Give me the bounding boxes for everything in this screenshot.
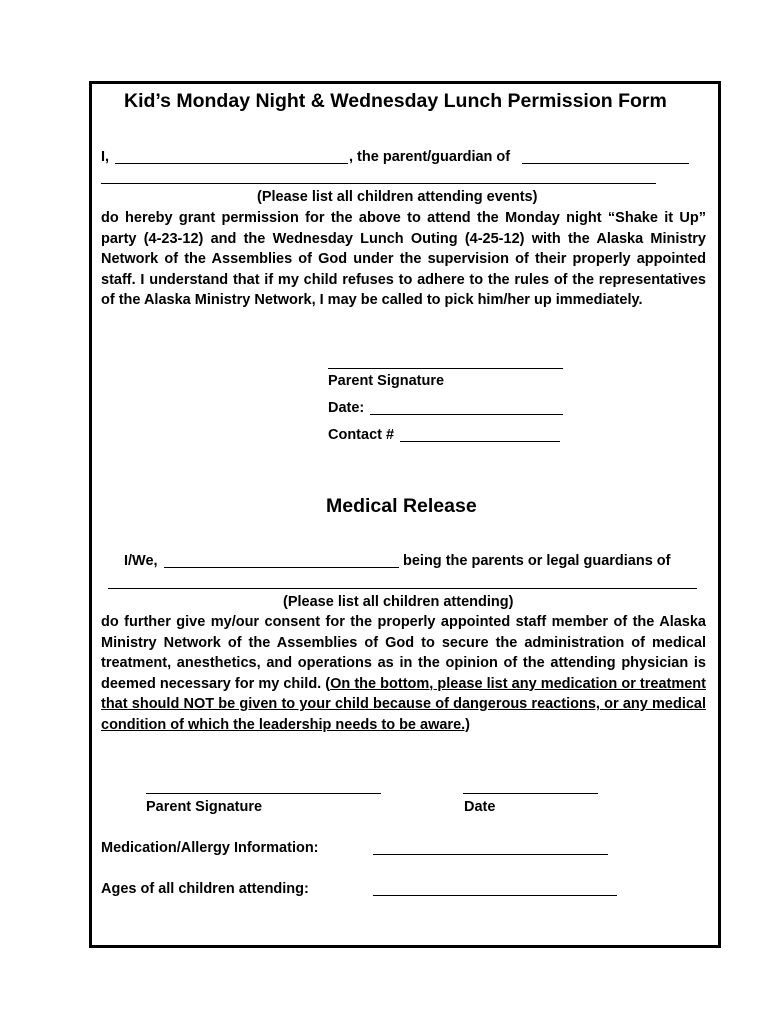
form-title: Kid’s Monday Night & Wednesday Lunch Permission Form bbox=[124, 90, 667, 112]
medication-label: Medication/Allergy Information: bbox=[101, 840, 319, 856]
parent-name-field[interactable] bbox=[115, 163, 348, 164]
parent-guardian-of-label: , the parent/guardian of bbox=[349, 149, 511, 165]
being-parents-label: being the parents or legal guardians of bbox=[403, 553, 671, 569]
contact-field[interactable] bbox=[400, 441, 560, 442]
children-name-field-1[interactable] bbox=[522, 163, 689, 164]
medical-parent-signature-field[interactable] bbox=[146, 793, 381, 794]
contact-label: Contact # bbox=[328, 427, 395, 443]
parent-signature-label: Parent Signature bbox=[328, 373, 445, 389]
medical-release-heading: Medical Release bbox=[326, 495, 477, 517]
ages-label: Ages of all children attending: bbox=[101, 881, 309, 897]
intro-i-label: I, bbox=[101, 149, 110, 165]
medication-field[interactable] bbox=[373, 854, 608, 855]
medical-children-field[interactable] bbox=[108, 588, 697, 589]
date-label: Date: bbox=[328, 400, 365, 416]
permission-paragraph: do hereby grant permission for the above to attend the Monday night “Shake it Up” party (4-23-12) and the Wednesday Lunch Outing (4-25-12) with the Alaska Ministry Network of the Assemblies of God under the supervision of their properly appointed staff. I understand that if my child refuses to adhere to the rules of the representatives of the Alaska Ministry Network, I may be called to pick him/her up immediately. bbox=[101, 210, 706, 308]
medical-paragraph-underlined: On the bottom, please list any medication or treatment that should NOT be given to your child because of dangerous reactions, or any medical condition of which the leadership needs to be aware.) bbox=[101, 675, 706, 733]
medical-date-field[interactable] bbox=[463, 793, 598, 794]
medical-paragraph-text: do further give my/our consent for the properly appointed staff member of the Alaska Ministry Network of the Assemblies of God to secure the administration of medical treatment, anesthetics, and operations as in the opinion of the attending physician is deemed necessary for my child. ( bbox=[101, 614, 706, 692]
medical-paragraph bbox=[101, 612, 706, 735]
children-note: (Please list all children attending events) bbox=[257, 189, 538, 205]
children-name-field-2[interactable] bbox=[101, 183, 656, 184]
medical-date-label: Date bbox=[464, 799, 496, 815]
medical-children-note: (Please list all children attending) bbox=[283, 594, 514, 610]
medical-parent-signature-label: Parent Signature bbox=[146, 799, 263, 815]
parent-signature-field[interactable] bbox=[328, 368, 563, 369]
guardian-name-field[interactable] bbox=[164, 567, 399, 568]
ages-field[interactable] bbox=[373, 895, 617, 896]
date-field[interactable] bbox=[370, 414, 563, 415]
intro-we-label: I/We, bbox=[124, 553, 158, 569]
